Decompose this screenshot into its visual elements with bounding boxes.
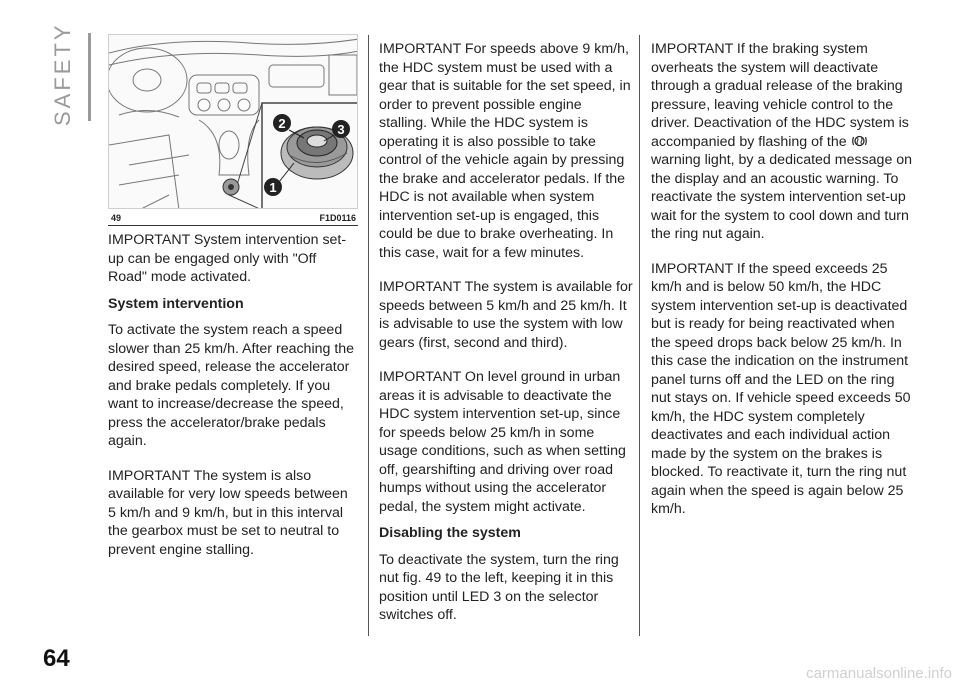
paragraph: To deactivate the system, turn the ring nut fig. 49 to the left, keeping it in this position until LED 3 on the selector switches off. — [379, 551, 619, 623]
paragraph-text: warning light, by a dedicated message on the display and an acoustic warning. To reactivate the system intervention set-up wait for the system to cool down and turn the ring nut again. — [651, 152, 913, 242]
figure-number: 49 — [111, 213, 122, 223]
dashboard-drawing — [109, 35, 358, 209]
section-rule — [88, 33, 91, 121]
paragraph: IMPORTANT For speeds above 9 km/h, the HDC system must be used with a gear that is suitable for the set speed, in order to prevent possible engine stalling. While the HDC system is operating it is also possible to take control of the vehicle again by pressing the brake and accelerator pedals. If the HDC is not available when system intervention set-up is engaged, this could be due to brake overheating. In this case, wait for a few minutes. — [379, 41, 631, 261]
column-divider — [639, 35, 640, 636]
callout-3: 3 — [337, 122, 345, 137]
text-column-1 — [108, 231, 358, 575]
paragraph: IMPORTANT On level ground in urban areas it is advisable to deactivate the HDC system intervention set-up, since for speeds below 25 km/h in some usage conditions, such as when setting off, gearshifting and driving over road humps without using the accelerator pedal, the system might activate. — [379, 369, 626, 515]
section-heading-system-intervention: System intervention — [108, 295, 244, 312]
watermark: carmanualsonline.info — [806, 665, 952, 682]
text-column-3 — [651, 40, 913, 535]
callout-1: 1 — [269, 180, 277, 195]
paragraph-with-icon — [651, 40, 913, 244]
section-heading-disabling: Disabling the system — [379, 525, 521, 541]
text-column-2 — [379, 40, 633, 641]
paragraph: IMPORTANT The system is also available for very low speeds between 5 km/h and 9 km/h, but in this interval the gearbox must be set to neutral to prevent engine stalling. — [108, 467, 348, 558]
column-divider — [368, 35, 369, 636]
paragraph: IMPORTANT System intervention set-up can be engaged only with "Off Road" mode activated. — [108, 232, 347, 285]
callout-2: 2 — [278, 116, 286, 131]
paragraph: To activate the system reach a speed slower than 25 km/h. After reaching the desired speed, release the accelerator and brake pedals completely. If you want to increase/decrease the speed, press the accelerator/brake pedals again. — [108, 322, 355, 449]
section-title: SAFETY — [50, 22, 75, 126]
page-number: 64 — [43, 645, 70, 672]
figure-caption — [108, 213, 358, 226]
paragraph: IMPORTANT The system is available for speeds between 5 km/h and 25 km/h. It is advisable to use the system with low gears (first, second and third). — [379, 279, 633, 351]
paragraph-text: IMPORTANT If the braking system overheats the system will deactivate through a gradual release of the braking pressure, leaving vehicle control to the driver. Deactivation of the HDC system is accompanied by flashing of the — [651, 41, 909, 150]
figure-code: F1D0116 — [319, 213, 356, 223]
figure-dashboard-illustration — [108, 34, 358, 209]
paragraph: IMPORTANT If the speed exceeds 25 km/h and is below 50 km/h, the HDC system intervention set-up is deactivated but is ready for being reactivated when the speed drops back below 25 km/h. In this case the indication on the instrument panel turns off and the LED on the ring nut stays on. If vehicle speed exceeds 50 km/h, the HDC system completely deactivates and each individual action made by the system on the brakes is blocked. To reactivate it, turn the ring nut again when the speed is again below 25 km/h. — [651, 260, 911, 517]
brake-overheat-warning-icon — [851, 134, 868, 147]
